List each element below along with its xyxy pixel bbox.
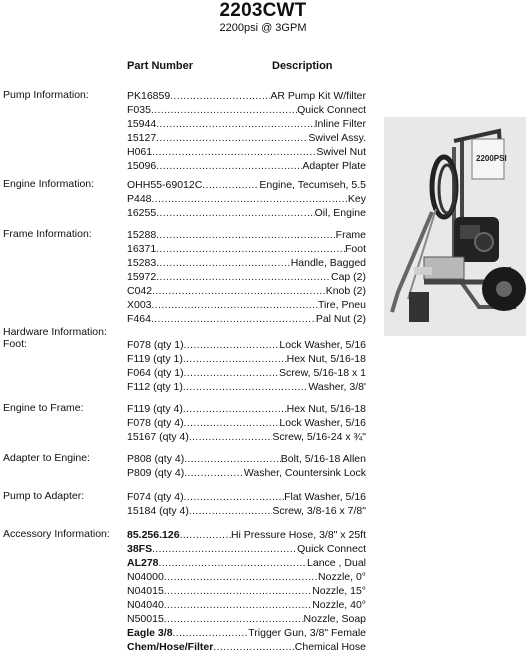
part-row [127, 640, 366, 654]
dot-leader [184, 368, 279, 380]
dot-leader [202, 180, 259, 192]
part-row [127, 206, 366, 220]
part-number: 15167 (qty 4) [127, 431, 189, 443]
dot-leader [156, 258, 290, 270]
part-description: Nozzle, 15° [312, 585, 366, 597]
part-row [127, 366, 366, 380]
part-description: Key [347, 193, 366, 205]
dot-leader [189, 432, 273, 444]
part-number: F119 (qty 1) [127, 353, 183, 365]
part-description: Cap (2) [330, 271, 366, 283]
page-title: 2203CWT [219, 0, 307, 21]
dot-leader [156, 119, 314, 131]
part-number: N50015 [127, 613, 164, 625]
section-label: Pump to Adapter: [3, 490, 85, 502]
dot-leader [156, 272, 331, 284]
part-number: P809 (qty 4) [127, 467, 185, 479]
part-description: Engine, Tecumseh, 5.5 [259, 179, 366, 191]
part-description: Screw, 3/8-16 x 7/8" [272, 505, 366, 517]
part-number: Chem/Hose/Filter [127, 641, 214, 653]
part-description: Nozzle, 40° [312, 599, 366, 611]
dot-leader [170, 91, 270, 103]
part-row [127, 159, 366, 173]
part-description: Screw, 5/16-24 x ¾" [272, 431, 366, 443]
part-row [127, 542, 366, 556]
part-number: F112 (qty 1) [127, 381, 183, 393]
part-number: F078 (qty 1) [127, 339, 184, 351]
part-number: X003 [127, 299, 152, 311]
dot-leader [173, 628, 249, 640]
part-number: 15184 (qty 4) [127, 505, 189, 517]
dot-leader [183, 354, 287, 366]
part-description: Swivel Assy. [308, 132, 366, 144]
dot-leader [156, 244, 345, 256]
part-row [127, 504, 366, 518]
pressure-washer-photo [384, 117, 526, 336]
dot-leader [152, 300, 318, 312]
part-row [127, 490, 366, 504]
part-description: AR Pump Kit W/filter [270, 90, 366, 102]
dot-leader [184, 418, 280, 430]
dot-leader [184, 492, 284, 504]
part-description: Adapter Plate [302, 160, 366, 172]
part-row [127, 584, 366, 598]
part-number: 85.256.126 [127, 529, 180, 541]
part-description: Lock Washer, 5/16 [279, 417, 366, 429]
part-number: OHH55-69012C [127, 179, 203, 191]
dot-leader [156, 208, 314, 220]
part-description: Nozzle, 0° [318, 571, 366, 583]
part-row [127, 284, 366, 298]
part-number: P808 (qty 4) [127, 453, 185, 465]
part-number: 15972 [127, 271, 157, 283]
part-description: Hex Nut, 5/16-18 [286, 403, 366, 415]
part-number: 15127 [127, 132, 157, 144]
part-row [127, 131, 366, 145]
part-description: Nozzle, Soap [303, 613, 366, 625]
dot-leader [152, 286, 326, 298]
part-row [127, 145, 366, 159]
part-number: 15944 [127, 118, 157, 130]
section-label: Frame Information: [3, 228, 92, 240]
section-label: Pump Information: [3, 89, 89, 101]
dot-leader [164, 586, 312, 598]
dot-leader [152, 147, 316, 159]
part-number: PK16859 [127, 90, 171, 102]
section-label: Engine Information: [3, 178, 95, 190]
part-row [127, 466, 366, 480]
dot-leader [213, 642, 294, 654]
part-row [127, 570, 366, 584]
part-number: F078 (qty 4) [127, 417, 184, 429]
part-description: Flat Washer, 5/16 [284, 491, 366, 503]
part-row [127, 598, 366, 612]
dot-leader [164, 614, 304, 626]
part-row [127, 192, 366, 206]
part-row [127, 242, 366, 256]
page-subtitle: 2200psi @ 3GPM [219, 22, 307, 34]
part-description: Screw, 5/16-18 x 1 [279, 367, 366, 379]
part-description: Washer, Countersink Lock [243, 467, 366, 479]
part-row [127, 416, 366, 430]
part-description: Tire, Pneu [317, 299, 366, 311]
dot-leader [164, 600, 312, 612]
part-row [127, 270, 366, 284]
part-row [127, 556, 366, 570]
dot-leader [164, 572, 318, 584]
part-row [127, 528, 366, 542]
part-description: Hex Nut, 5/16-18 [286, 353, 366, 365]
part-row [127, 89, 366, 103]
part-number: 16255 [127, 207, 157, 219]
part-description: Inline Filter [314, 118, 366, 130]
dot-leader [156, 133, 308, 145]
part-description: Lance , Dual [307, 557, 366, 569]
part-number-header: Part Number [127, 60, 194, 72]
dot-leader [151, 105, 297, 117]
dot-leader [184, 468, 244, 480]
part-row [127, 103, 366, 117]
part-row [127, 402, 366, 416]
part-row [127, 256, 366, 270]
part-number: 38FS [127, 543, 153, 555]
part-description: Foot [344, 243, 366, 255]
part-description: Lock Washer, 5/16 [279, 339, 366, 351]
section-label: Hardware Information: [3, 326, 107, 338]
dot-leader [159, 558, 308, 570]
part-description: Quick Connect [297, 543, 366, 555]
part-row [127, 298, 366, 312]
part-row [127, 178, 366, 192]
part-row [127, 228, 366, 242]
part-row [127, 612, 366, 626]
part-row [127, 338, 366, 352]
section-sublabel: Foot: [3, 338, 27, 350]
part-number: 15283 [127, 257, 157, 269]
part-row [127, 352, 366, 366]
part-number: F064 (qty 1) [127, 367, 184, 379]
part-row [127, 626, 366, 640]
dot-leader [184, 340, 280, 352]
part-number: F464 [127, 313, 151, 325]
part-number: Eagle 3/8 [127, 627, 173, 639]
part-description: Oil, Engine [314, 207, 366, 219]
part-number: H061 [127, 146, 153, 158]
part-number: 15288 [127, 229, 157, 241]
part-number: N04015 [127, 585, 164, 597]
dot-leader [152, 544, 297, 556]
section-label: Engine to Frame: [3, 402, 84, 414]
dot-leader [184, 454, 281, 466]
dot-leader [180, 530, 231, 542]
part-description: Quick Connect [297, 104, 366, 116]
dot-leader [183, 404, 287, 416]
part-description: Hi Pressure Hose, 3/8" x 25ft [230, 529, 366, 541]
part-number: F074 (qty 4) [127, 491, 184, 503]
part-number: 15096 [127, 160, 157, 172]
part-number: N04040 [127, 599, 164, 611]
dot-leader [189, 506, 273, 518]
part-description: Knob (2) [325, 285, 366, 297]
dot-leader [183, 382, 309, 394]
part-row [127, 312, 366, 326]
part-number: 16371 [127, 243, 157, 255]
section-label: Accessory Information: [3, 528, 110, 540]
part-number: P448 [127, 193, 152, 205]
part-row [127, 452, 366, 466]
psi-badge: 2200PSI [476, 154, 507, 163]
part-number: N04000 [127, 571, 164, 583]
part-row [127, 380, 366, 394]
part-description: Pal Nut (2) [315, 313, 366, 325]
part-description: Frame [335, 229, 366, 241]
part-description: Bolt, 5/16-18 Allen [280, 453, 366, 465]
dot-leader [156, 230, 335, 242]
section-label: Adapter to Engine: [3, 452, 90, 464]
part-number: AL278 [127, 557, 159, 569]
dot-leader [152, 194, 348, 206]
part-row [127, 430, 366, 444]
part-description: Trigger Gun, 3/8" Female [248, 627, 366, 639]
part-description: Swivel Nut [316, 146, 366, 158]
part-number: C042 [127, 285, 153, 297]
part-description: Chemical Hose [294, 641, 366, 653]
dot-leader [156, 161, 302, 173]
part-row [127, 117, 366, 131]
description-header: Description [272, 60, 333, 72]
part-description: Washer, 3/8' [308, 381, 366, 393]
part-number: F035 [127, 104, 151, 116]
part-description: Handle, Bagged [290, 257, 366, 269]
part-number: F119 (qty 4) [127, 403, 183, 415]
dot-leader [151, 314, 316, 326]
